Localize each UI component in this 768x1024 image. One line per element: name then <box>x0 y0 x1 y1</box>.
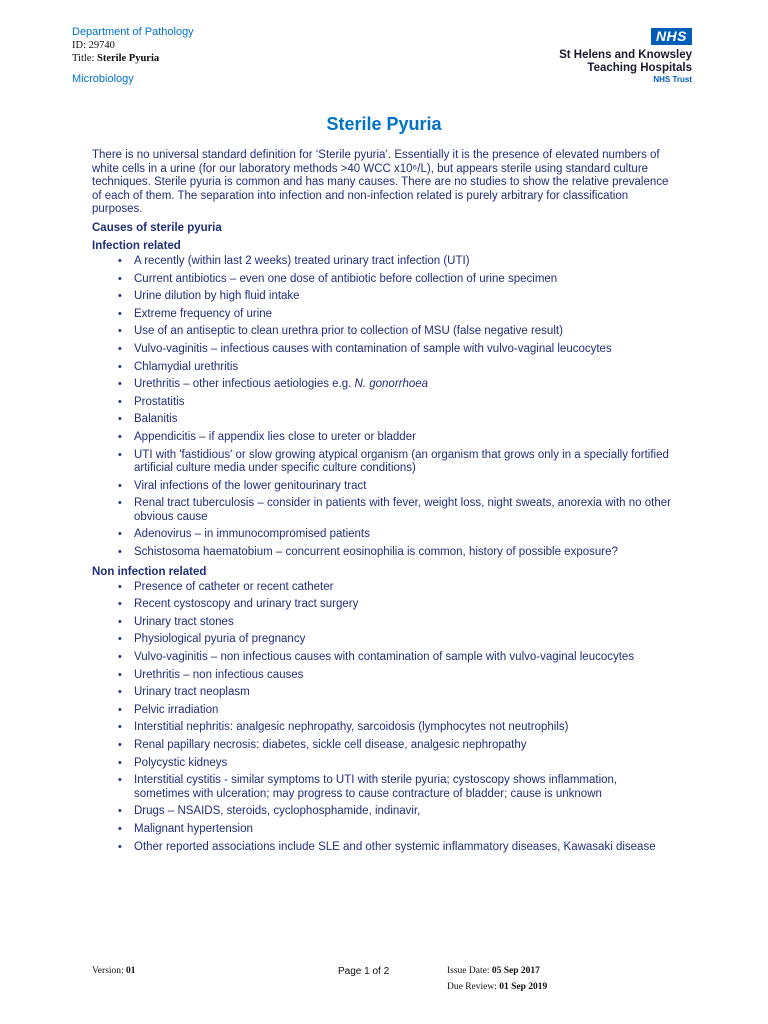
list-item: • Schistosoma haematobium – concurrent eosinophilia is common, history of possible exposure? <box>118 546 672 560</box>
list-item: • Interstitial nephritis: analgesic nephropathy, sarcoidosis (lymphocytes not neutrophils) <box>118 721 672 735</box>
issue-value: 05 Sep 2017 <box>491 966 540 976</box>
intro-paragraph: There is no universal standard definition for ‘Sterile pyuria’. Essentially it is the presence of elevated numbers of white cells in a urine (for our laboratory methods >40 WCC x10⁶/L), but appears sterile using standard culture techniques. Sterile pyuria is common and has many causes. There are no studies to show the relative prevalence of each of them. The separation into infection and non-infection related is purely arbitrary for classification purposes. <box>92 149 669 216</box>
non-infection-heading: Non infection related <box>92 565 207 578</box>
causes-heading: Causes of sterile pyuria <box>92 221 222 234</box>
title-value: Sterile Pyuria <box>97 53 160 64</box>
version-value: 01 <box>126 966 136 976</box>
organism-name: N. gonorrhoea <box>354 378 429 391</box>
list-item: • Malignant hypertension <box>118 823 672 837</box>
list-item: • Interstitial cystitis - similar symptoms to UTI with sterile pyuria; cystoscopy shows inflammation, sometimes with ulceration; may progress to cause contracture of bladder; cause is unknown <box>118 774 672 801</box>
issue-date <box>447 966 540 976</box>
list-item: • A recently (within last 2 weeks) treated urinary tract infection (UTI) <box>118 255 672 269</box>
list-item: • Presence of catheter or recent catheter <box>118 581 672 595</box>
header-right <box>559 28 692 85</box>
org-trust: NHS Trust <box>653 75 692 84</box>
list-item: • Pelvic irradiation <box>118 704 672 718</box>
list-item: • Adenovirus – in immunocompromised patients <box>118 528 672 542</box>
footer-version <box>92 966 136 976</box>
list-item: • UTI with 'fastidious' or slow growing atypical organism (an organism that grows only in a specially fortified artificial culture media under specific culture conditions) <box>118 449 672 476</box>
list-item: • Drugs – NSAIDS, steroids, cyclophosphamide, indinavir, <box>118 805 672 819</box>
title-label: Title: <box>72 53 95 64</box>
list-item: • Prostatitis <box>118 396 672 410</box>
id-value: 29740 <box>88 40 115 51</box>
org-name-line2: Teaching Hospitals <box>587 62 692 74</box>
issue-label: Issue Date: <box>447 966 490 976</box>
list-item: • Vulvo-vaginitis – non infectious causes with contamination of sample with vulvo-vaginal leucocytes <box>118 651 672 665</box>
page-title: Sterile Pyuria <box>326 114 442 134</box>
list-item: • Urinary tract stones <box>118 616 672 630</box>
page-number: Page 1 of 2 <box>338 966 390 977</box>
non-infection-list <box>92 581 672 855</box>
list-item: • Renal tract tuberculosis – consider in patients with fever, weight loss, night sweats, anorexia with no other obvious cause <box>118 497 672 524</box>
org-name-line1: St Helens and Knowsley <box>559 49 692 61</box>
list-item: • Balanitis <box>118 413 672 427</box>
header-left <box>72 25 194 86</box>
document-body <box>92 149 672 858</box>
list-item: • Urinary tract neoplasm <box>118 686 672 700</box>
list-item: • Other reported associations include SLE and other systemic inflammatory diseases, Kawasaki disease <box>118 841 672 855</box>
id-label: ID: <box>72 40 86 51</box>
list-item: • Urine dilution by high fluid intake <box>118 290 672 304</box>
department-name: Department of Pathology <box>72 26 194 38</box>
document-id <box>72 39 194 52</box>
nhs-logo: NHS <box>651 28 692 45</box>
review-date <box>447 982 547 992</box>
list-item: • Recent cystoscopy and urinary tract surgery <box>118 598 672 612</box>
document-title-meta <box>72 52 194 65</box>
review-value: 01 Sep 2019 <box>499 982 548 992</box>
infection-list <box>92 255 672 560</box>
list-item: • Vulvo-vaginitis – infectious causes with contamination of sample with vulvo-vaginal leucocytes <box>118 343 672 357</box>
section-name: Microbiology <box>72 73 134 85</box>
list-item: • Urethritis – non infectious causes <box>118 669 672 683</box>
list-item: • Current antibiotics – even one dose of antibiotic before collection of urine specimen <box>118 273 672 287</box>
list-item: • Extreme frequency of urine <box>118 308 672 322</box>
list-item: • Urethritis – other infectious aetiologies e.g. N. gonorrhoea <box>118 378 672 392</box>
list-item: • Viral infections of the lower genitourinary tract <box>118 480 672 494</box>
list-item: • Use of an antiseptic to clean urethra prior to collection of MSU (false negative result) <box>118 325 672 339</box>
list-item: • Chlamydial urethritis <box>118 361 672 375</box>
infection-heading: Infection related <box>92 239 181 252</box>
review-label: Due Review: <box>447 982 497 992</box>
list-item: • Appendicitis – if appendix lies close to ureter or bladder <box>118 431 672 445</box>
list-item: • Physiological pyuria of pregnancy <box>118 633 672 647</box>
list-item: • Polycystic kidneys <box>118 757 672 771</box>
list-item: • Renal papillary necrosis: diabetes, sickle cell disease, analgesic nephropathy <box>118 739 672 753</box>
version-label: Version: <box>92 966 124 976</box>
